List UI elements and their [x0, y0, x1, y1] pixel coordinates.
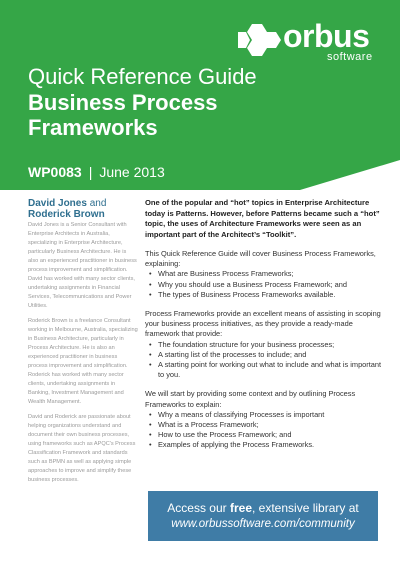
- intro-paragraph: One of the popular and “hot” topics in Enterprise Architecture today is Patterns. However, before Patterns became such a “hot” topic, the uses of Architecture Frameworks were seen as an important part of the Architect’s “Toolkit”.: [145, 198, 380, 239]
- header-notch-shape: [300, 160, 400, 190]
- frameworks-paragraph: Process Frameworks provide an excellent means of assisting in scoping your business process initiatives, as they provide a ready-made framework that provide:: [145, 309, 381, 339]
- author-name-1: David Jones: [28, 198, 87, 209]
- guide-label: Quick Reference Guide: [28, 64, 257, 89]
- cta-suffix: , extensive library at: [252, 501, 359, 515]
- cta-free: free: [229, 501, 252, 515]
- list-item: • The types of Business Process Frameworks available.: [145, 290, 383, 300]
- list-item: • Examples of applying the Process Frameworks.: [145, 440, 383, 450]
- author-bio-3: David and Roderick are passionate about helping organizations understand and document their own business processes, using frameworks such as APQC's Process Classification Framework and standards such as BPMN as well as applying simple approaches to improve and simplify these business processes.: [28, 414, 136, 483]
- list-item: • The foundation structure for your business processes;: [145, 340, 383, 350]
- meta-separator: |: [88, 164, 93, 180]
- list-item: • A starting point for working out what to include and what is important to you.: [145, 360, 383, 380]
- list-item: • What is a Process Framework;: [145, 420, 383, 430]
- list-item: • A starting list of the processes to include; and: [145, 350, 383, 360]
- main-content: [145, 198, 383, 451]
- frameworks-list: [145, 340, 383, 381]
- overview-paragraph: This Quick Reference Guide will cover Business Process Frameworks, explaining:: [145, 249, 376, 269]
- logo-tagline: software: [327, 51, 373, 63]
- author-names: [28, 198, 138, 220]
- document-title: [28, 90, 218, 140]
- context-list: [145, 410, 383, 451]
- author-bio-2: Roderick Brown is a freelance Consultant working in Melbourne, Australia, specializing in Business Architecture, particularly in Process Architecture. He is also an experienced practitioner in business process improvement and simplification. Roderick has worked with many sector clients, undertaking assignments in Banking, Investment Management and Wealth Management.: [28, 318, 138, 405]
- list-item: • Why you should use a Business Process Framework; and: [145, 280, 383, 290]
- document-date: June 2013: [99, 164, 165, 180]
- community-link[interactable]: www.orbussoftware.com/community: [171, 518, 355, 530]
- document-title-line1: Business Process: [28, 90, 218, 115]
- cta-prefix: Access our: [167, 501, 230, 515]
- document-meta: [28, 164, 165, 181]
- logo-wordmark: orbus: [283, 18, 370, 54]
- author-bio-1: David Jones is a Senior Consultant with Enterprise Architects in Australia, specializing in Enterprise Architecture, particularly Business Architecture. He is also an experienced practitioner in business process improvement and simplification. David has worked with many sector clients, undertaking assignments in Financial Services, Telecommunications and Power Utilities.: [28, 222, 137, 309]
- list-item: • How to use the Process Framework; and: [145, 430, 383, 440]
- list-item: • Why a means of classifying Processes is important: [145, 410, 383, 420]
- list-item: • What are Business Process Frameworks;: [145, 269, 383, 279]
- cta-text: [148, 501, 378, 515]
- author-sidebar: [28, 198, 138, 485]
- community-cta-banner[interactable]: [148, 491, 378, 541]
- document-code: WP0083: [28, 164, 82, 180]
- document-title-line2: Frameworks: [28, 115, 158, 140]
- author-name-2: Roderick Brown: [28, 209, 105, 220]
- author-conjunction: and: [89, 198, 107, 209]
- context-paragraph: We will start by providing some context and by outlining Process Frameworks to explain:: [145, 389, 356, 409]
- overview-list: [145, 269, 383, 300]
